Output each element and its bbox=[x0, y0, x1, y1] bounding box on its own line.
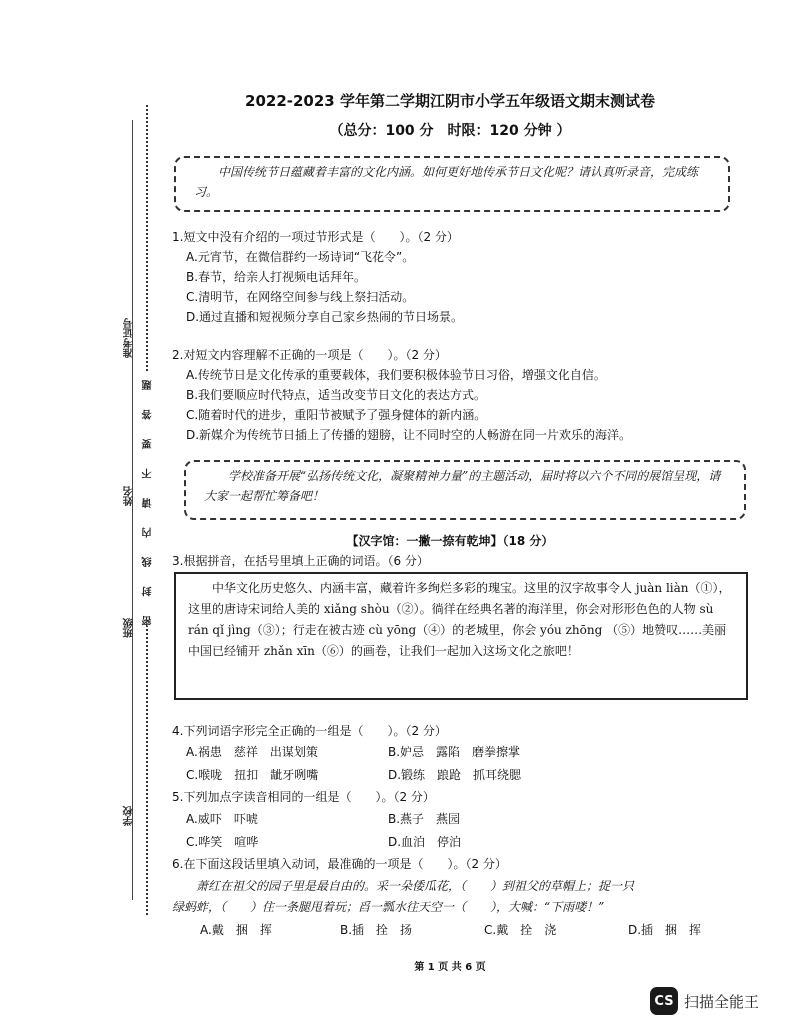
question-2-option-d: D.新媒介为传统节日插上了传播的翅膀，让不同时空的人畅游在同一片欢乐的海洋。 bbox=[186, 428, 632, 442]
question-6-passage-line-1: 萧红在祖父的园子里是最自由的。采一朵倭瓜花，（ ）到祖父的草帽上；捉一只 bbox=[196, 879, 635, 893]
page-footer: 第 1 页 共 6 页 bbox=[414, 962, 486, 973]
camscanner-logo-icon: CS bbox=[650, 987, 678, 1015]
seal-warning-text: 密 封 线 内 请 不 要 答 题 bbox=[143, 372, 154, 626]
question-2-stem: 2.对短文内容理解不正确的一项是（ ）。（2 分） bbox=[172, 348, 447, 362]
exam-number-label: 准考证号 bbox=[124, 318, 135, 358]
question-1-option-a: A.元宵节，在微信群约一场诗词“飞花令”。 bbox=[186, 250, 415, 264]
listening-intro-text: 中国传统节日蕴藏着丰富的文化内涵。如何更好地传承节日文化呢？请认真听录音，完成练习。 bbox=[194, 165, 699, 199]
question-6-option-c: C.戴 拴 浇 bbox=[484, 923, 557, 937]
name-label: 姓名 bbox=[124, 486, 135, 506]
question-1-option-b: B.春节，给亲人打视频电话拜年。 bbox=[186, 270, 367, 284]
question-6-passage-line-2: 绿蚂蚱，（ ）住一条腿甩着玩；舀一瓢水往天空一（ ），大喊：“下雨喽！” bbox=[172, 900, 605, 914]
question-4-option-a: A.祸患 慈祥 出谋划策 bbox=[186, 745, 318, 759]
activity-intro-text: 学校准备开展“弘扬传统文化，凝聚精神力量”的主题活动，届时将以六个不同的展馆呈现，请大家一起帮忙筹备吧！ bbox=[204, 469, 721, 503]
question-5-stem: 5.下列加点字读音相同的一组是（ ）。（2 分） bbox=[172, 790, 435, 804]
watermark-label: 扫描全能王 bbox=[684, 992, 760, 1011]
question-1-stem: 1.短文中没有介绍的一项过节形式是（ ）。（2 分） bbox=[172, 230, 459, 244]
question-4-stem: 4.下列词语字形完全正确的一组是（ ）。（2 分） bbox=[172, 724, 447, 738]
question-2-option-b: B.我们要顺应时代特点，适当改变节日文化的表达方式。 bbox=[186, 388, 487, 402]
section-heading-hanzi: 【汉字馆：一撇一捺有乾坤】（18 分） bbox=[346, 534, 554, 548]
question-3-stem: 3.根据拼音，在括号里填上正确的词语。（6 分） bbox=[172, 554, 429, 568]
question-5-option-a: A.威吓 吓唬 bbox=[186, 812, 258, 826]
exam-subtitle: （总分：100 分 时限：120 分钟 ） bbox=[329, 123, 571, 139]
question-3-passage: 中华文化历史悠久、内涵丰富，藏着许多绚烂多彩的瑰宝。这里的汉字故事令人 juàn liàn（①），这里的唐诗宋词给人美的 xiǎng shòu（②）。徜徉在经典名著的海洋里，你会对形形色色的人物 sù rán qǐ jìng（③）；行走在被古迹 cù yōng（④）的老城里，你会 yóu zhōng （⑤）地赞叹……美丽中国已经铺开 zhǎn xīn（⑥）的画卷，让我们一起加入这场文化之旅吧！ bbox=[188, 581, 731, 658]
question-5-option-b: B.燕子 燕园 bbox=[388, 812, 461, 826]
question-4-option-d: D.锻练 踉跄 抓耳绕腮 bbox=[388, 768, 522, 782]
scanner-watermark bbox=[650, 986, 782, 1016]
activity-intro-box bbox=[184, 460, 746, 520]
binding-line-left bbox=[132, 120, 133, 900]
question-3-passage-box bbox=[174, 572, 748, 700]
question-4-option-c: C.喉咙 扭扣 龇牙咧嘴 bbox=[186, 768, 319, 782]
school-label: 学校 bbox=[124, 806, 135, 826]
question-1-option-d: D.通过直播和短视频分享自己家乡热闹的节日场景。 bbox=[186, 310, 464, 324]
exam-title: 2022-2023 学年第二学期江阴市小学五年级语文期末测试卷 bbox=[245, 92, 655, 110]
listening-intro-box bbox=[174, 156, 730, 212]
question-6-option-b: B.插 拴 扬 bbox=[340, 923, 413, 937]
question-5-option-c: C.哗笑 喧哗 bbox=[186, 835, 259, 849]
question-1-option-c: C.清明节，在网络空间参与线上祭扫活动。 bbox=[186, 290, 415, 304]
question-5-option-d: D.血泊 停泊 bbox=[388, 835, 462, 849]
question-6-option-a: A.戴 捆 挥 bbox=[200, 923, 272, 937]
question-4-option-b: B.妒忌 露陷 磨拳擦掌 bbox=[388, 745, 521, 759]
class-label: 班级 bbox=[124, 618, 135, 638]
question-6-option-d: D.插 捆 挥 bbox=[628, 923, 702, 937]
question-2-option-a: A.传统节日是文化传承的重要载体，我们要积极体验节日习俗，增强文化自信。 bbox=[186, 368, 606, 382]
question-2-option-c: C.随着时代的进步，重阳节被赋予了强身健体的新内涵。 bbox=[186, 408, 487, 422]
question-6-stem: 6.在下面这段话里填入动词，最准确的一项是（ ）。（2 分） bbox=[172, 857, 507, 871]
